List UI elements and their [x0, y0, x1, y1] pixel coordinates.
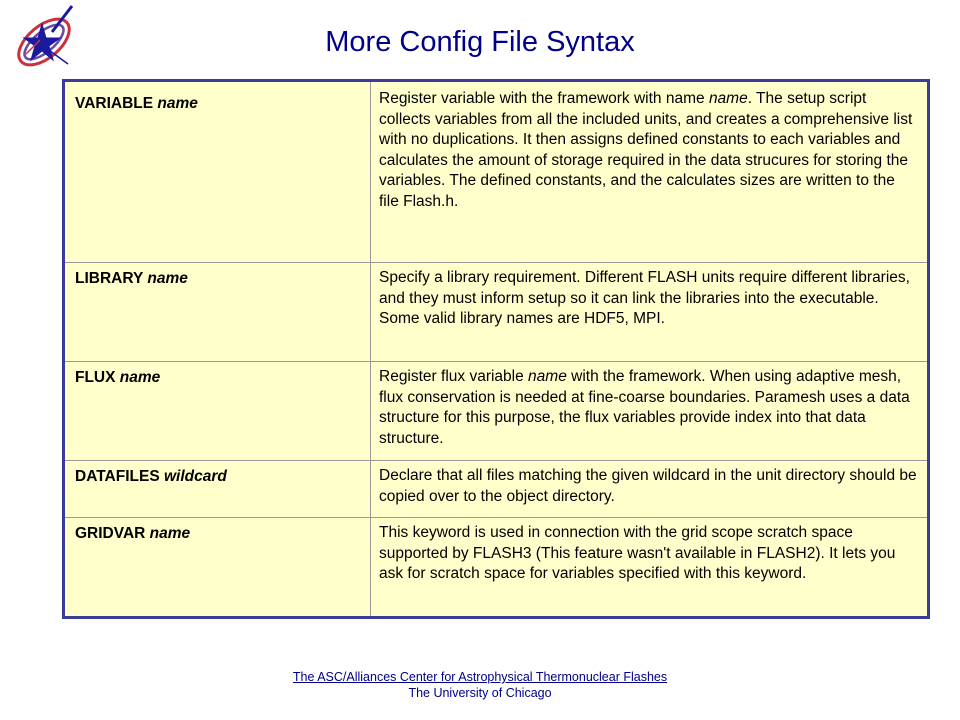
description-cell: [371, 81, 929, 263]
keyword: FLUX: [75, 369, 116, 386]
description-text: Declare that all files matching the given wildcard in the unit directory should be copied over to the object directory.: [379, 467, 917, 505]
description-text: Specify a library requirement. Different FLASH units require different libraries, and they must inform setup so it can link the libraries into the executable. Some valid library names are HDF5, MPI.: [379, 269, 910, 327]
description-cell: [371, 263, 929, 362]
table-row: [64, 518, 929, 618]
keyword-cell: [64, 461, 371, 518]
table-row: [64, 263, 929, 362]
description-emphasis: name: [528, 368, 567, 385]
table-row: [64, 461, 929, 518]
syntax-table: [62, 79, 930, 619]
keyword-argument: name: [119, 369, 161, 386]
footer-university: The University of Chicago: [408, 686, 552, 700]
keyword: GRIDVAR: [75, 525, 146, 542]
syntax-table-container: [62, 79, 930, 619]
page-title: More Config File Syntax: [325, 26, 635, 58]
description-text: . The setup script collects variables from all the included units, and creates a comprehensive list with no duplications. It then assigns defined constants to each variables and calculates the amount of storage required in the data strucures for storing the variables. The defined constants, and the calculates sizes are written to the file Flash.h.: [379, 90, 913, 210]
keyword-argument: name: [147, 270, 188, 287]
keyword: LIBRARY: [75, 270, 144, 287]
description-cell: [371, 461, 929, 518]
description-cell: [371, 362, 929, 461]
keyword-argument: wildcard: [163, 468, 227, 485]
keyword-cell: [64, 263, 371, 362]
description-text: Register flux variable: [379, 368, 529, 385]
keyword-argument: name: [157, 95, 198, 112]
description-text: with the framework. When using adaptive mesh, flux conservation is needed at fine-coarse boundaries. Paramesh uses a data structure for this purpose, the flux variables provide index into that data structure.: [379, 368, 910, 447]
keyword-cell: [64, 518, 371, 618]
keyword-cell: [64, 362, 371, 461]
table-row: [64, 81, 929, 263]
keyword: DATAFILES: [75, 468, 160, 485]
keyword-argument: name: [149, 525, 191, 542]
keyword-cell: [64, 81, 371, 263]
description-text: Register variable with the framework with name: [379, 90, 709, 107]
description-emphasis: name: [708, 90, 748, 107]
description-cell: [371, 518, 929, 618]
keyword: VARIABLE: [75, 95, 154, 112]
footer-center-link[interactable]: The ASC/Alliances Center for Astrophysical Thermonuclear Flashes: [292, 670, 668, 684]
description-text: This keyword is used in connection with the grid scope scratch space supported by FLASH3 (This feature wasn't available in FLASH2). It lets you ask for scratch space for variables specified with this keyword.: [379, 524, 896, 582]
table-row: [64, 362, 929, 461]
syntax-table-body: [64, 81, 929, 618]
